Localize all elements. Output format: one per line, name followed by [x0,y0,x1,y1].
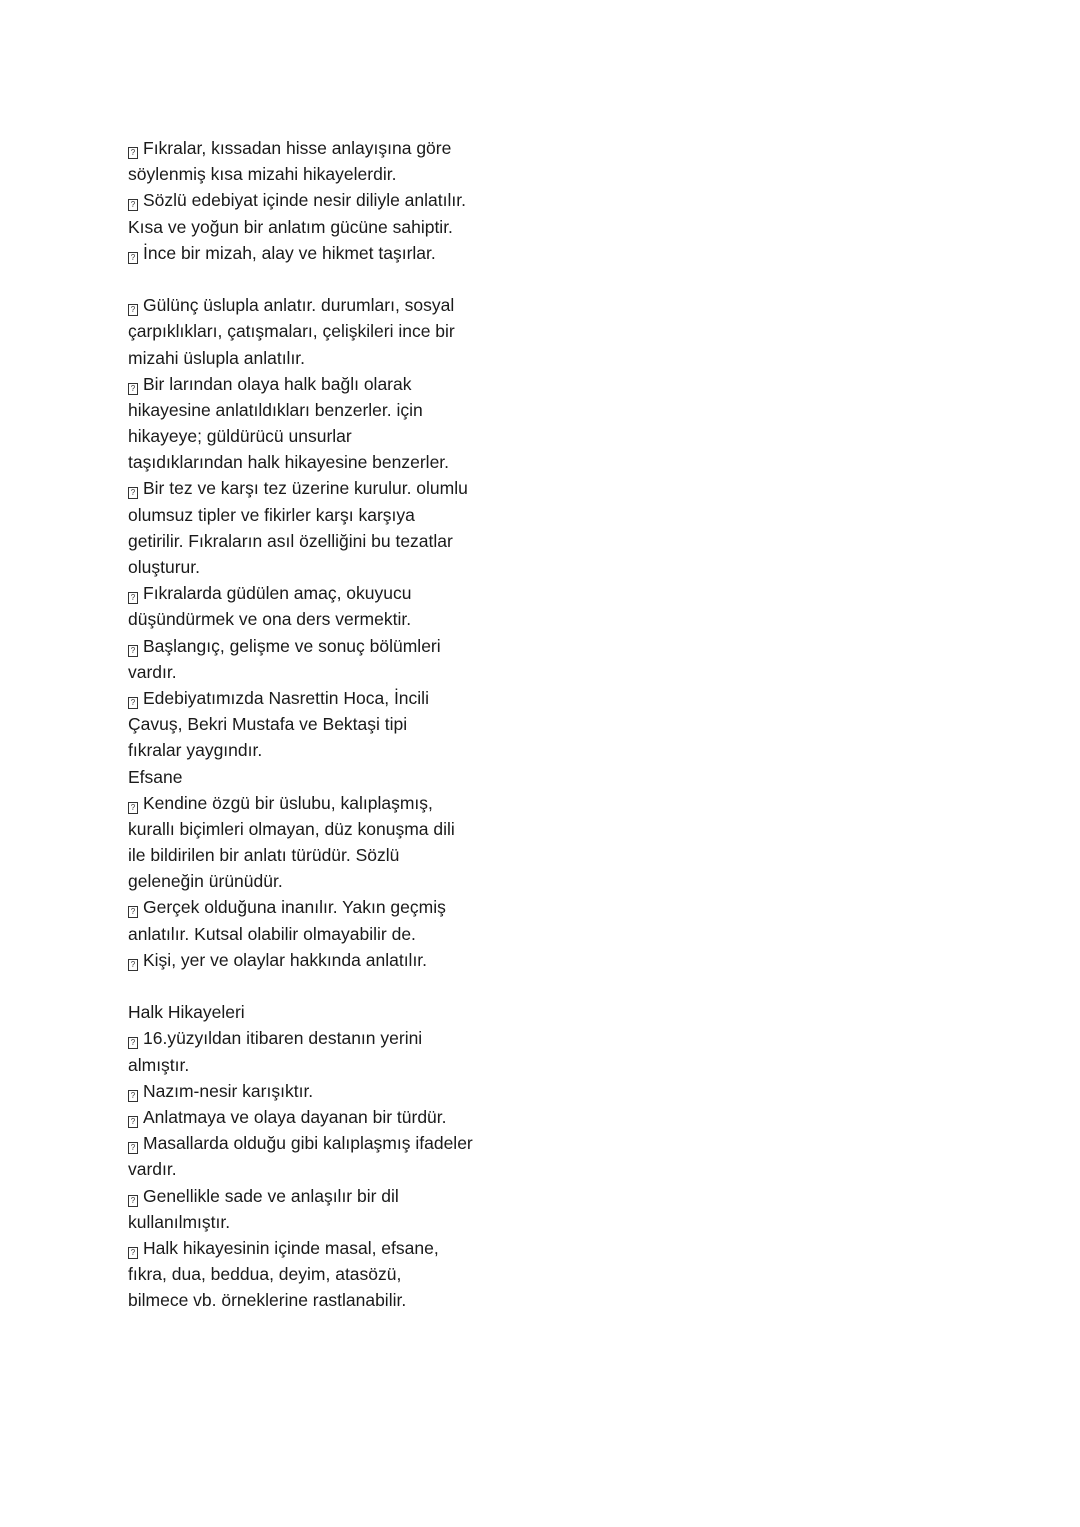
line-text: Masallarda olduğu gibi kalıplaşmış ifadeler [143,1133,473,1154]
text-line [128,554,508,580]
missing-glyph-bullet-icon: ? [128,1195,138,1207]
bullet-item [128,1025,508,1051]
bullet-item [128,580,508,606]
text-line [128,502,508,528]
line-text: ile bildirilen bir anlatı türüdür. Sözlü [128,845,400,866]
line-text: Nazım-nesir karışıktır. [143,1080,314,1101]
text-line [128,1156,508,1182]
bullet-item [128,1183,508,1209]
text-line [128,1209,508,1235]
line-text: olumsuz tipler ve fikirler karşı karşıya [128,504,415,525]
blank-line [128,266,508,292]
text-line [128,214,508,240]
document-page [128,135,508,1313]
line-text: oluşturur. [128,557,200,577]
text-line [128,606,508,632]
missing-glyph-bullet-icon: ? [128,906,138,918]
line-text: kullanılmıştır. [128,1211,231,1232]
text-line [128,161,508,187]
bullet-item [128,633,508,659]
text-line [128,921,508,947]
bullet-item [128,685,508,711]
line-text: Sözlü edebiyat içinde nesir diliyle anlatılır. [143,190,466,211]
line-text: 16.yüzyıldan itibaren destanın yerini [143,1028,423,1049]
line-text: çarpıklıkları, çatışmaları, çelişkileri ince bir [128,321,455,342]
bullet-item [128,135,508,161]
line-text: Kişi, yer ve olaylar hakkında anlatılır. [143,949,428,970]
text-line [128,816,508,842]
text-line [128,345,508,371]
text-line [128,1052,508,1078]
line-text: geleneğin ürünüdür. [128,871,283,892]
bullet-item [128,894,508,920]
line-text: fıkralar yaygındır. [128,740,263,761]
line-text: Anlatmaya ve olaya dayanan bir türdür. [143,1106,447,1127]
missing-glyph-bullet-icon: ? [128,1090,138,1102]
text-line [128,397,508,423]
section-efsane [128,764,508,1000]
text-line [128,659,508,685]
missing-glyph-bullet-icon: ? [128,645,138,657]
text-line [128,1287,508,1313]
bullet-item [128,292,508,318]
missing-glyph-bullet-icon: ? [128,383,138,395]
line-text: hikayeye; güldürücü unsurlar [128,426,352,447]
text-line [128,711,508,737]
text-line [128,1261,508,1287]
line-text: İnce bir mizah, alay ve hikmet taşırlar. [143,242,436,263]
bullet-item [128,1104,508,1130]
missing-glyph-bullet-icon: ? [128,304,138,316]
missing-glyph-bullet-icon: ? [128,1142,138,1154]
bullet-item [128,947,508,973]
line-text: Gülünç üslupla anlatır. durumları, sosyal [143,295,455,316]
line-text: Kendine özgü bir üslubu, kalıplaşmış, [143,792,433,813]
bullet-item [128,790,508,816]
bullet-item [128,1078,508,1104]
bullet-item [128,240,508,266]
line-text: Kısa ve yoğun bir anlatım gücüne sahiptir. [128,216,453,237]
missing-glyph-bullet-icon: ? [128,1247,138,1259]
line-text: vardır. [128,661,177,682]
line-text: vardır. [128,1159,177,1180]
text-line [128,842,508,868]
missing-glyph-bullet-icon: ? [128,959,138,971]
missing-glyph-bullet-icon: ? [128,252,138,264]
line-text: taşıdıklarından halk hikayesine benzerler. [128,452,450,473]
bullet-item [128,371,508,397]
missing-glyph-bullet-icon: ? [128,697,138,709]
text-line [128,528,508,554]
line-text: söylenmiş kısa mizahi hikayelerdir. [128,164,397,185]
line-text: bilmece vb. örneklerine rastlanabilir. [128,1290,407,1311]
section-heading: Efsane [128,766,183,787]
missing-glyph-bullet-icon: ? [128,199,138,211]
text-line [128,423,508,449]
line-text: fıkra, dua, beddua, deyim, atasözü, [128,1264,402,1285]
text-line [128,318,508,344]
line-text: Bir larından olaya halk bağlı olarak [143,373,412,394]
line-text: kurallı biçimleri olmayan, düz konuşma dili [128,818,455,839]
line-text: mizahi üslupla anlatılır. [128,347,306,368]
section-fikra [128,135,508,764]
bullet-item [128,475,508,501]
line-text: Başlangıç, gelişme ve sonuç bölümleri [143,635,441,656]
line-text: Halk hikayesinin içinde masal, efsane, [143,1237,439,1258]
text-line [128,868,508,894]
bullet-item [128,187,508,213]
line-text: Edebiyatımızda Nasrettin Hoca, İncili [143,687,429,708]
missing-glyph-bullet-icon: ? [128,1116,138,1128]
line-text: Çavuş, Bekri Mustafa ve Bektaşi tipi [128,714,408,735]
bullet-item [128,1235,508,1261]
line-text: anlatılır. Kutsal olabilir olmayabilir de. [128,923,416,944]
blank-line [128,973,508,999]
bullet-item [128,1130,508,1156]
line-text: Gerçek olduğuna inanılır. Yakın geçmiş [143,897,446,918]
line-text: getirilir. Fıkraların asıl özelliğini bu tezatlar [128,530,453,551]
line-text: düşündürmek ve ona ders vermektir. [128,609,412,630]
line-text: Bir tez ve karşı tez üzerine kurulur. olumlu [143,478,468,499]
missing-glyph-bullet-icon: ? [128,592,138,604]
line-text: Genellikle sade ve anlaşılır bir dil [143,1185,399,1206]
section-halk-hikayeleri [128,999,508,1313]
missing-glyph-bullet-icon: ? [128,487,138,499]
line-text: Fıkralar, kıssadan hisse anlayışına göre [143,138,452,158]
text-line [128,737,508,763]
line-text: Fıkralarda güdülen amaç, okuyucu [143,583,412,604]
line-text: hikayesine anlatıldıkları benzerler. için [128,399,423,420]
missing-glyph-bullet-icon: ? [128,147,138,159]
line-text: almıştır. [128,1054,190,1075]
section-heading: Halk Hikayeleri [128,1002,245,1023]
missing-glyph-bullet-icon: ? [128,1037,138,1049]
text-line [128,449,508,475]
missing-glyph-bullet-icon: ? [128,802,138,814]
